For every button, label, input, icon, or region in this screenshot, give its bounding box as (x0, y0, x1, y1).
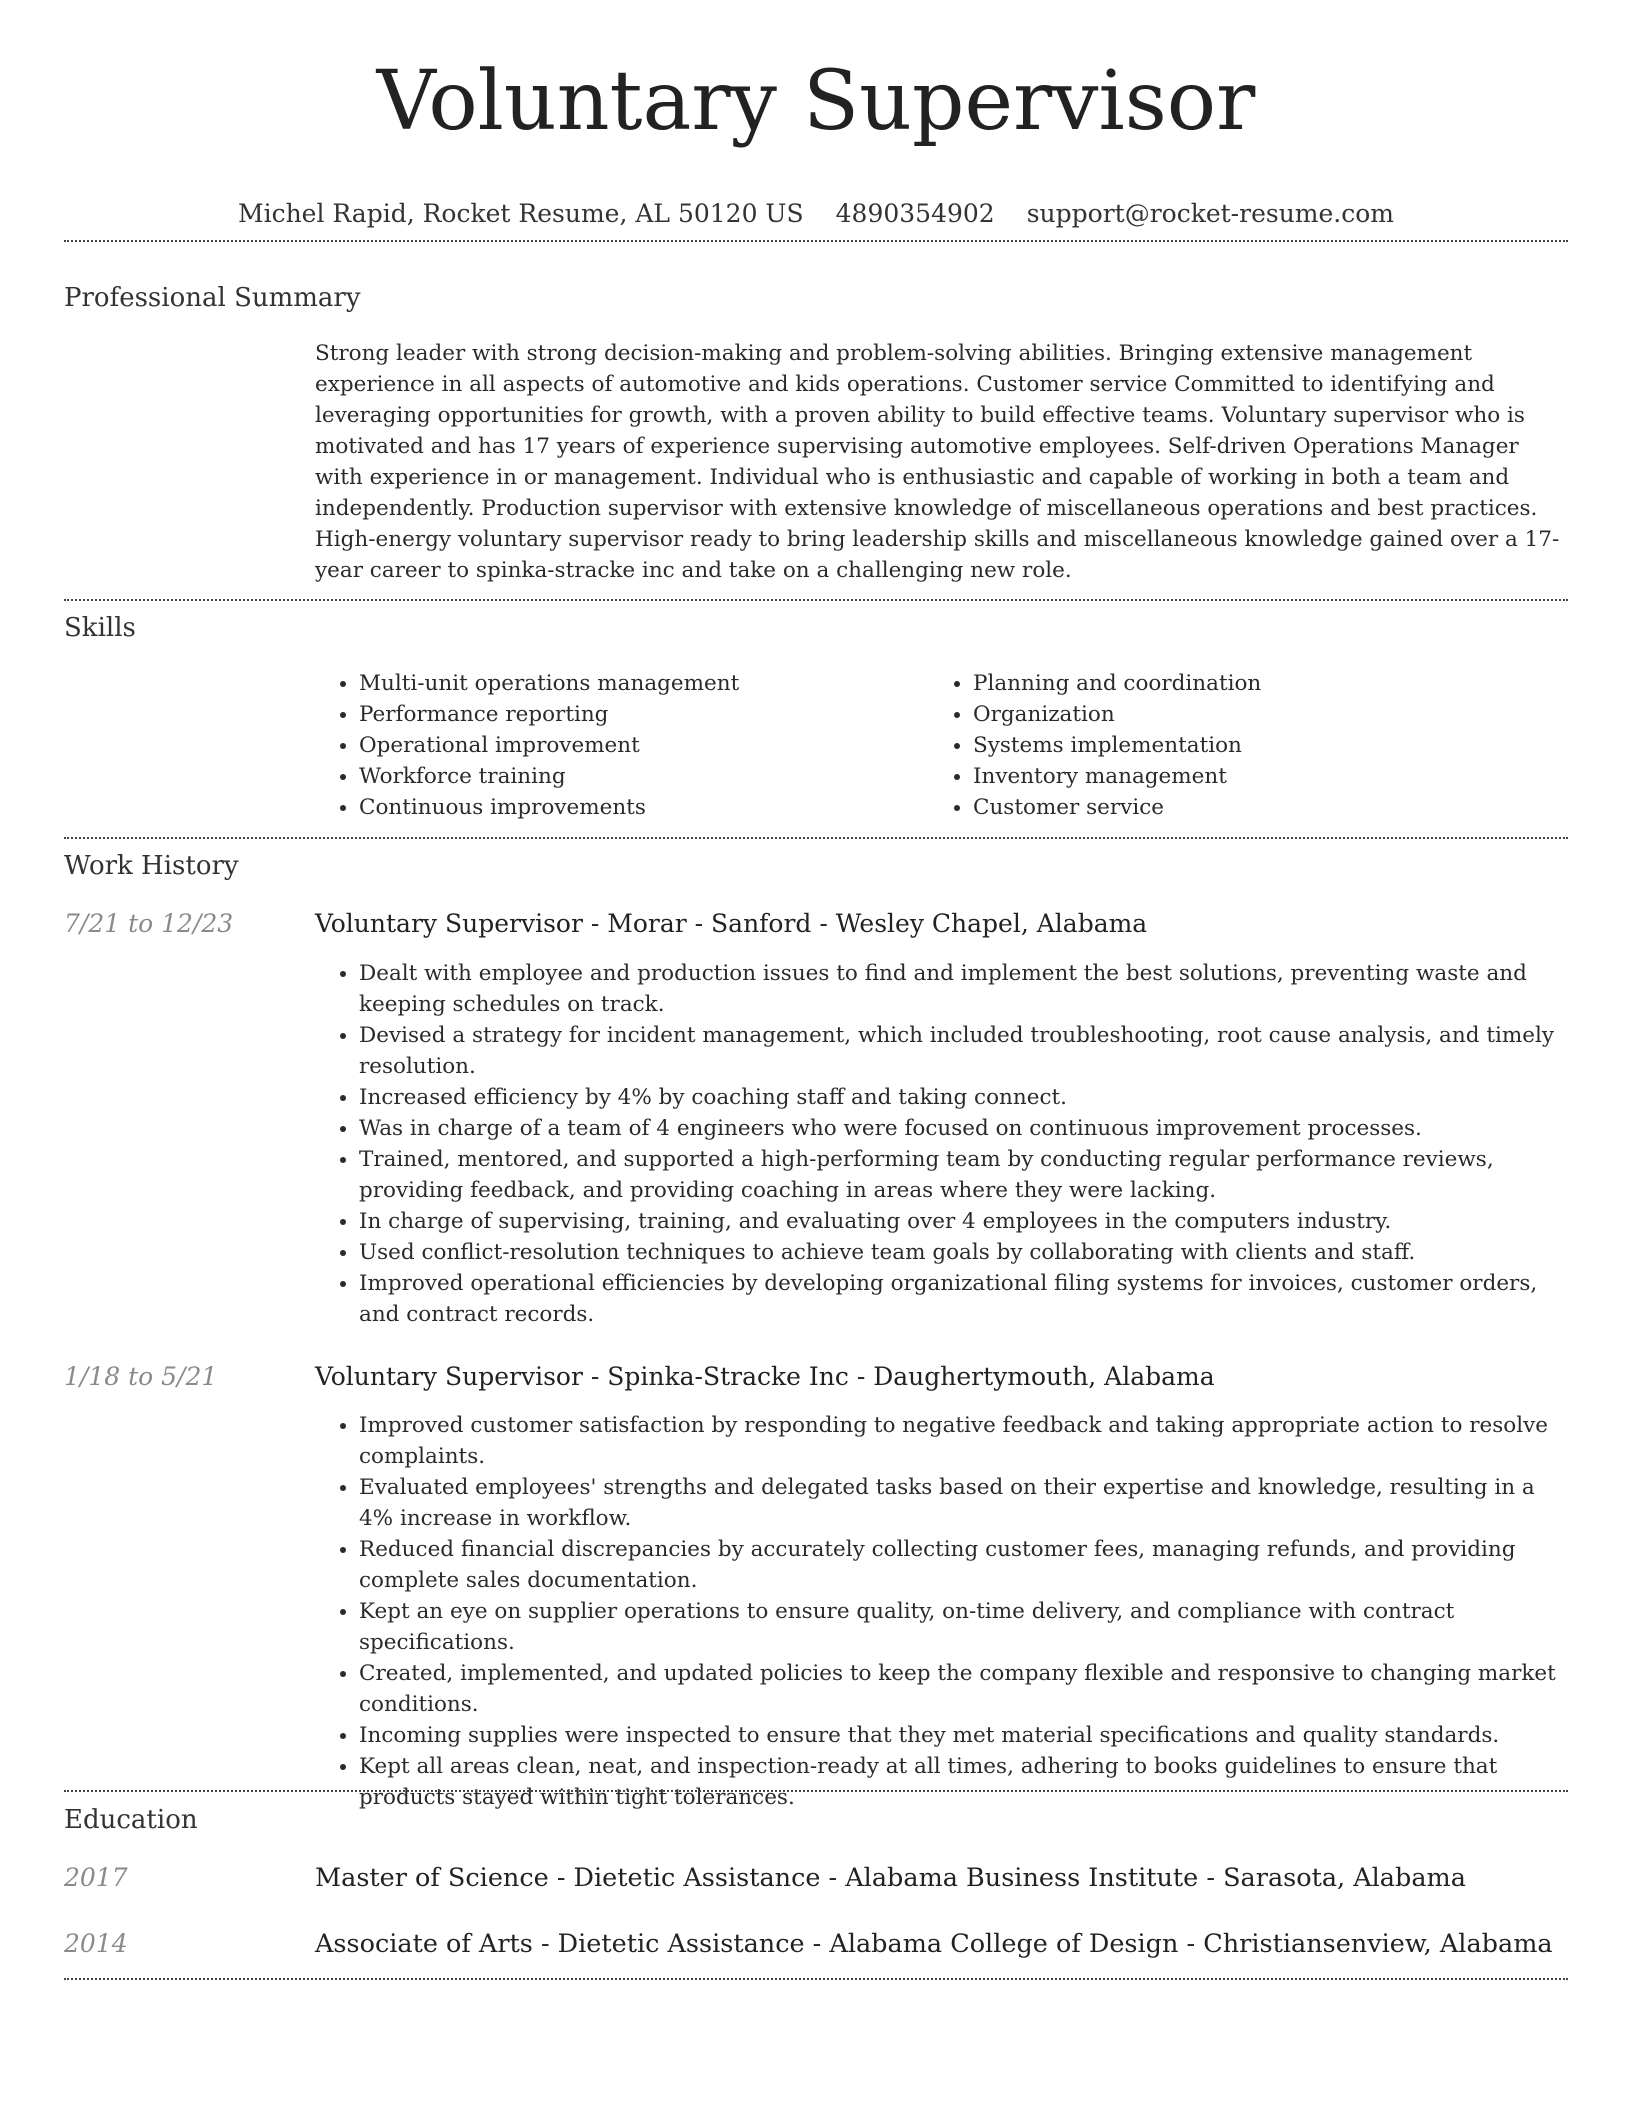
job-details (315, 958, 1565, 1330)
education-entry: Associate of Arts - Dietetic Assistance - Alabama College of Design - Christiansenview, Alabama (315, 1929, 1553, 1959)
education-year: 2017 (64, 1863, 128, 1892)
job-bullet: • Was in charge of a team of 4 engineers who were focused on continuous improvement processes. (359, 1113, 1565, 1144)
job-bullet: • Used conflict-resolution techniques to achieve team goals by collaborating with clients and staff. (359, 1237, 1565, 1268)
divider (64, 599, 1568, 601)
contact-phone: 4890354902 (835, 199, 995, 228)
contact-email: support@rocket-resume.com (1026, 199, 1395, 228)
job-bullet: • Improved customer satisfaction by responding to negative feedback and taking appropriate action to resolve complaints. (359, 1410, 1565, 1472)
job-dates: 7/21 to 12/23 (64, 909, 234, 938)
job-bullet: • Reduced financial discrepancies by accurately collecting customer fees, managing refunds, and providing complete sales documentation. (359, 1534, 1565, 1596)
summary-heading: Professional Summary (64, 283, 361, 313)
education-entry: Master of Science - Dietetic Assistance - Alabama Business Institute - Sarasota, Alabama (315, 1863, 1466, 1893)
job-bullet: • Increased efficiency by 4% by coaching staff and taking connect. (359, 1082, 1565, 1113)
job-dates: 1/18 to 5/21 (64, 1362, 218, 1391)
skills-column-left (315, 668, 929, 823)
job-bullet: • Trained, mentored, and supported a high-performing team by conducting regular performance reviews, providing feedback, and providing coaching in areas where they were lacking. (359, 1144, 1565, 1206)
job-bullet: • Kept an eye on supplier operations to ensure quality, on-time delivery, and compliance with contract specifications. (359, 1596, 1565, 1658)
resume-header (0, 0, 1632, 230)
job-bullet: • Incoming supplies were inspected to ensure that they met material specifications and quality standards. (359, 1720, 1565, 1751)
skill-item: • Organization (973, 699, 1543, 730)
skill-item: • Multi-unit operations management (359, 668, 929, 699)
job-bullet: • Kept all areas clean, neat, and inspection-ready at all times, adhering to books guidelines to ensure that products stayed within tight tolerances. (359, 1751, 1565, 1813)
education-year: 2014 (64, 1929, 128, 1958)
job-bullet: • Improved operational efficiencies by developing organizational filing systems for invoices, customer orders, and contract records. (359, 1268, 1565, 1330)
candidate-name: Voluntary Supervisor (376, 54, 1256, 149)
divider (64, 837, 1568, 839)
divider (64, 1978, 1568, 1980)
skills-column-right (929, 668, 1543, 823)
skill-item: • Workforce training (359, 761, 929, 792)
skills-list (315, 668, 1565, 823)
job-heading: Voluntary Supervisor - Morar - Sanford - Wesley Chapel, Alabama (315, 909, 1148, 938)
summary-text: Strong leader with strong decision-making and problem-solving abilities. Bringing extensive management experience in all aspects of automotive and kids operations. Customer service Committed to identifying and leveraging opportunities for growth, with a proven ability to build effective teams. Voluntary supervisor who is motivated and has 17 years of experience supervising automotive employees. Self-driven Operations Manager with experience in or management. Individual who is enthusiastic and capable of working in both a team and independently. Production supervisor with extensive knowledge of miscellaneous operations and best practices. High-energy voluntary supervisor ready to bring leadership skills and miscellaneous knowledge gained over a 17-year career to spinka-stracke inc and take on a challenging new role. (315, 341, 1560, 583)
skill-item: • Planning and coordination (973, 668, 1543, 699)
job-bullet: • In charge of supervising, training, and evaluating over 4 employees in the computers industry. (359, 1206, 1565, 1237)
skill-item: • Systems implementation (973, 730, 1543, 761)
skills-heading: Skills (64, 613, 136, 643)
skill-item: • Performance reporting (359, 699, 929, 730)
job-bullet: • Evaluated employees' strengths and delegated tasks based on their expertise and knowledge, resulting in a 4% increase in workflow. (359, 1472, 1565, 1534)
skill-item: • Inventory management (973, 761, 1543, 792)
job-bullet: • Created, implemented, and updated policies to keep the company flexible and responsive to changing market conditions. (359, 1658, 1565, 1720)
divider (64, 1790, 1568, 1792)
job-bullets (315, 958, 1565, 1330)
education-heading: Education (64, 1805, 198, 1835)
job-details (315, 1410, 1565, 1813)
job-heading: Voluntary Supervisor - Spinka-Stracke Inc - Daughertymouth, Alabama (315, 1362, 1215, 1391)
job-bullets (315, 1410, 1565, 1813)
skill-item: • Customer service (973, 792, 1543, 823)
contact-line (0, 198, 1632, 230)
work-heading: Work History (64, 851, 239, 881)
skill-item: • Operational improvement (359, 730, 929, 761)
contact-address: Michel Rapid, Rocket Resume, AL 50120 US (237, 199, 804, 228)
job-bullet: • Devised a strategy for incident management, which included troubleshooting, root cause analysis, and timely resolution. (359, 1020, 1565, 1082)
skill-item: • Continuous improvements (359, 792, 929, 823)
job-bullet: • Dealt with employee and production issues to find and implement the best solutions, preventing waste and keeping schedules on track. (359, 958, 1565, 1020)
divider (64, 240, 1568, 242)
